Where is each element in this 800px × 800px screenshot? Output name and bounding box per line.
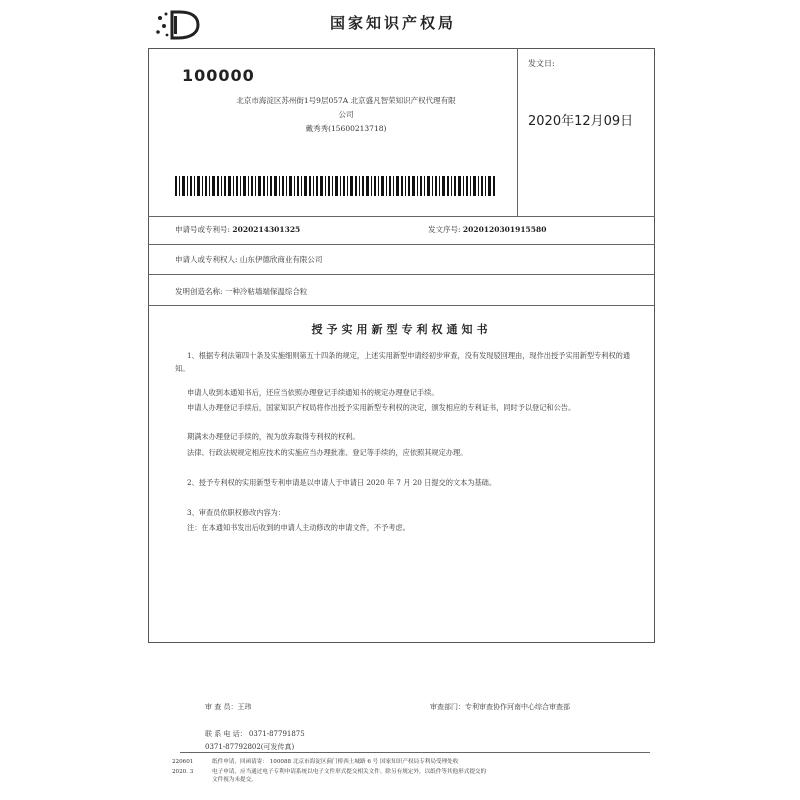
- electronic-note-cont: 文件视为未提交。: [212, 777, 257, 783]
- divider: [180, 752, 650, 753]
- paragraph: 申请人办理登记手续后，国家知识产权局将作出授予实用新型专利权的决定，颁发相应的专利证书，同时予以登记和公告。: [187, 403, 576, 412]
- address-line: 北京市海淀区苏州街1号9层057A 北京盛凡智荣知识产权代理有限: [236, 96, 456, 105]
- field-label: 申请人或专利权人:: [175, 255, 238, 264]
- divider: [517, 48, 518, 216]
- field-label: 发明创造名称:: [175, 287, 223, 296]
- divider: [148, 244, 655, 245]
- barcode-icon: [175, 176, 495, 196]
- applicant-field: [175, 254, 322, 265]
- notice-title: 授予实用新型专利权通知书: [311, 323, 492, 336]
- form-code: 220601: [172, 759, 194, 765]
- paragraph: 2、授予专利权的实用新型专利申请是以申请人于申请日 2020 年 7 月 20 日提交的文本为基础。: [187, 478, 497, 487]
- issue-date: 2020年12月09日: [528, 114, 634, 129]
- application-number-field: [175, 224, 300, 235]
- paragraph: 1、根据专利法第四十条及实施细则第五十四条的规定，上述实用新型申请经初步审查，没有发现驳回理由，现作出授予实用新型专利权的通知。: [175, 351, 631, 373]
- field-value: 一种冷粘墙端保温综合粒: [224, 287, 308, 296]
- paragraph: 申请人收到本通知书后，还应当依照办理登记手续通知书的规定办理登记手续。: [187, 388, 439, 397]
- office-name: 国家知识产权局: [330, 14, 457, 32]
- electronic-note: 电子申请，应当通过电子专利申请系统以电子文件形式提交相关文件。除另有规定外，以纸件等其他形式提交的: [212, 769, 487, 775]
- paragraph: 3、审查员依职权修改内容为：: [187, 508, 286, 517]
- paragraph: 期满未办理登记手续的，视为放弃取得专利权的权利。: [187, 432, 360, 441]
- issue-date-label: 发文日:: [528, 59, 555, 68]
- contact-phone: 联 系 电 话： 0371-87791875: [205, 730, 305, 738]
- paragraph: 法律、行政法规规定相应技术的实施应当办理批准、登记等手续的，应依照其规定办理。: [187, 448, 468, 457]
- field-value: 2020214301325: [232, 225, 301, 234]
- document-number-field: [428, 224, 546, 235]
- postcode: 100000: [182, 66, 255, 85]
- contact: 戴秀秀(15600213718): [305, 124, 387, 133]
- divider: [148, 216, 655, 217]
- recipient-address: [176, 94, 516, 136]
- field-value: 2020120301915580: [462, 225, 547, 234]
- examining-department: 审查部门：专利审查协作河南中心综合审查部: [430, 703, 570, 711]
- field-label: 发文序号:: [428, 225, 461, 234]
- paragraph: 注：在本通知书发出后收到的申请人主动修改的申请文件，不予考虑。: [187, 523, 410, 532]
- invention-title-field: [175, 286, 307, 297]
- form-version: 2020. 3: [172, 769, 194, 775]
- mailing-note: 纸件申请，回函请寄： 100088 北京市海淀区蓟门桥西土城路 6 号 国家知识产权局专利局受理处收: [212, 759, 459, 765]
- cnipa-logo-icon: [152, 8, 200, 42]
- fax: 0371-87792802(可发传真): [205, 743, 295, 751]
- field-value: 山东伊德欣商业有限公司: [239, 255, 323, 264]
- examiner: 审 查 员：王玮: [205, 703, 252, 711]
- address-line: 公司: [338, 110, 354, 119]
- document-frame: [148, 48, 655, 643]
- divider: [148, 305, 655, 306]
- field-label: 申请号或专利号:: [175, 225, 231, 234]
- divider: [148, 274, 655, 275]
